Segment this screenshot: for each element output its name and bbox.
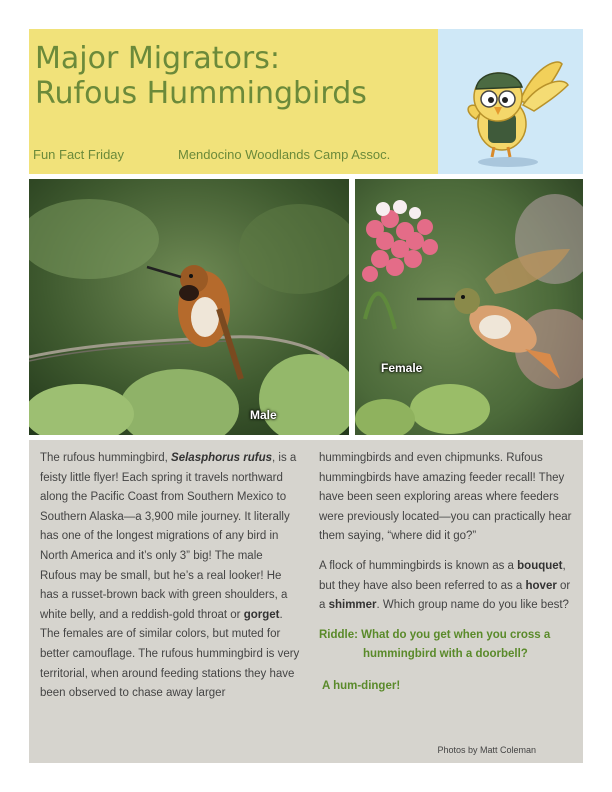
series-label: Fun Fact Friday: [33, 147, 125, 162]
riddle: [319, 626, 575, 665]
feeder-paragraph: hummingbirds and even chipmunks. Rufous hummingbirds have amazing feeder recall! They have been seen exploring areas where feeders were previously located—you can practically hear them saying, “where did it go?”: [319, 452, 572, 543]
article-column-1: [40, 449, 302, 714]
cartoon-bird-mascot-icon: [438, 29, 583, 174]
gorget-term: gorget: [243, 608, 280, 621]
title-line-1: Major Migrators:: [35, 41, 280, 76]
intro-paragraph: The rufous hummingbird, Selasphorus rufus, is a feisty little flyer! Each spring it travels northward along the Pacific Coast from Southern Mexico to Southern Alaska—a 3,900 mile journey. It literally has one of the longest migrations of any bird in North America and it’s only 3” big! The male Rufous may be small, but he’s a real looker! He has a russet-brown back with green shoulders, a white belly, and a reddish-gold throat or gorget. The females are of similar colors, but muted for better camouflage. The rufous hummingbird is very territorial, when around feeding stations they have been observed to chase away larger: [40, 452, 300, 700]
riddle-answer: A hum-dinger!: [322, 679, 401, 692]
species-name: Selasphorus rufus: [171, 452, 273, 464]
female-hummingbird-photo: [355, 179, 583, 435]
bouquet-term: bouquet: [517, 559, 563, 572]
hover-term: hover: [525, 579, 557, 592]
male-hummingbird-photo: [29, 179, 349, 435]
male-caption: Male: [250, 408, 277, 422]
page-title: [35, 41, 367, 111]
female-caption: Female: [381, 361, 423, 375]
riddle-line-2: hummingbird with a doorbell?: [363, 648, 528, 661]
flock-paragraph: A flock of hummingbirds is known as a bouquet, but they have also been referred to as a hover or a shimmer. Which group name do you like best?: [319, 559, 571, 612]
article-panel: [29, 440, 583, 763]
article-column-2: [319, 449, 575, 697]
shimmer-term: shimmer: [328, 599, 377, 612]
photo-credit: Photos by Matt Coleman: [437, 745, 536, 755]
organization-label: Mendocino Woodlands Camp Assoc.: [178, 147, 391, 162]
title-line-2: Rufous Hummingbirds: [35, 76, 367, 111]
riddle-line-1: Riddle: What do you get when you cross a: [319, 628, 551, 641]
header-banner: [29, 29, 438, 174]
